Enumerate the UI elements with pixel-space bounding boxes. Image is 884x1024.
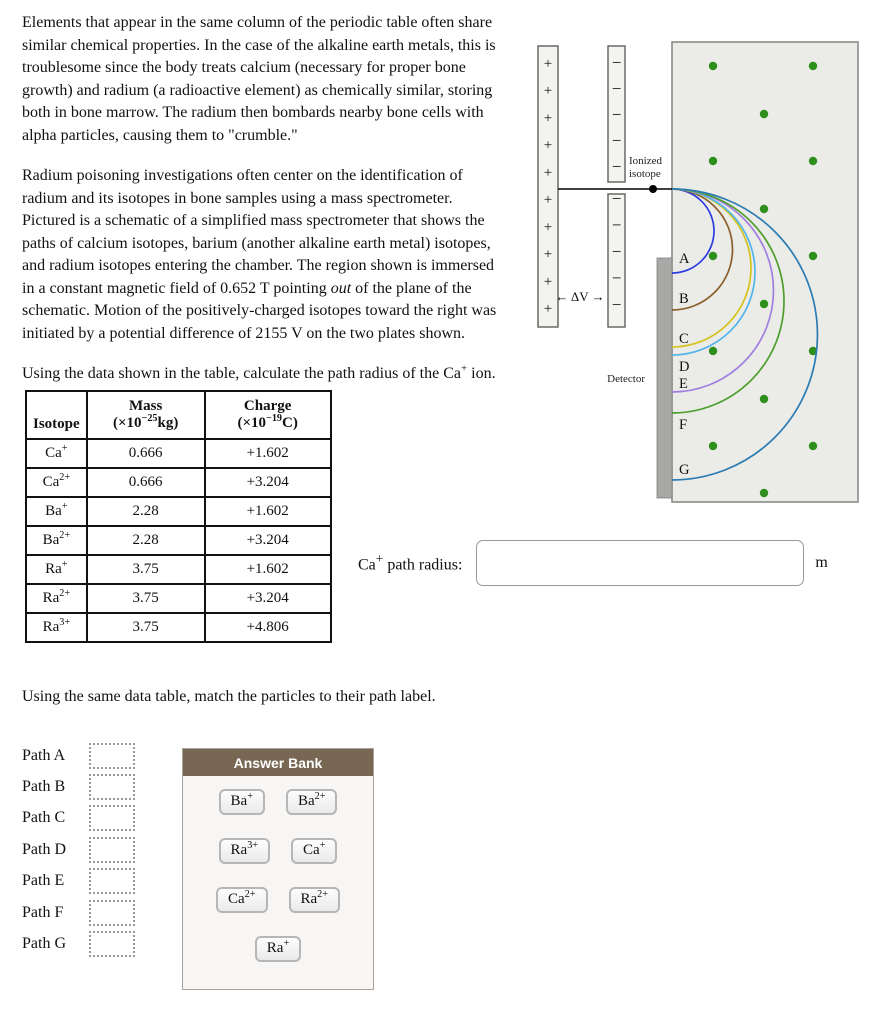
field-out-of-plane-dot [760,395,768,403]
field-out-of-plane-dot [709,347,717,355]
minus-sign: − [611,295,622,314]
ionized-isotope-dot [649,185,657,193]
text-run: similar chemical properties. In the case of the alkaline earth metals, this is [22,36,496,54]
match-instruction: Using the same data table, match the particles to their path label. [22,688,436,705]
text-run: Pictured is a schematic of a simplified mass spectrometer that shows the [22,212,485,229]
drop-target-b[interactable] [89,774,135,800]
mass-cell: 2.28 [87,526,205,555]
detector-label: Detector [607,373,645,385]
drop-target-c[interactable] [89,805,135,831]
mass-cell: 3.75 [87,613,205,642]
path-match-row [22,928,135,959]
mass-cell: 0.666 [87,439,205,468]
path-label-A: A [679,251,690,267]
mass-cell: 2.28 [87,497,205,526]
table-row [26,584,331,613]
charge-cell: +1.602 [205,497,331,526]
answer-bank-row [183,789,373,815]
text-run: ion. [467,365,496,382]
text-run: troublesome since the body treats calcium (necessary for proper bone [22,59,466,76]
table-row [26,468,331,497]
minus-sign: − [611,242,622,261]
path-label-C: C [679,331,689,347]
table-row [26,497,331,526]
text-run: growth) and radium (a radioactive element) as chemically similar, storing [22,81,493,99]
field-out-of-plane-dot [809,62,817,70]
minus-sign: − [611,105,622,124]
spectrometer-svg [534,38,864,508]
path-label-F: F [679,417,688,433]
table-row [26,613,331,642]
drop-target-d[interactable] [89,837,135,863]
isotope-cell: $Ra^{2+}$ [26,584,87,613]
table-row [26,555,331,584]
delta-v-label: ← ΔV → [555,289,605,304]
isotope-cell: $Ra^{3+}$ [26,613,87,642]
minus-sign: − [611,189,622,208]
path-row-label: Path A [22,746,66,764]
plus-sign: + [543,137,553,154]
mass-cell: 3.75 [87,584,205,613]
isotope-cell: $Ba^{2+}$ [26,526,87,555]
path-label-D: D [679,359,690,375]
isotope-cell: Ra+ [26,555,87,584]
answer-bank-row [183,838,373,864]
path-row-label: Path G [22,935,66,953]
path-match-list [22,740,135,960]
text-run: Using the data shown in the table, calculate the path radius of the [22,365,444,382]
field-out-of-plane-dot [760,205,768,213]
isotope-table-header [26,391,331,439]
ionized-isotope-label: Ionized [629,155,662,167]
plus-sign: + [543,192,553,209]
answer-bank-body [183,776,373,962]
radius-label-ion-charge: + [375,551,384,567]
path-label-B: B [679,291,689,307]
radius-answer-row [358,540,828,586]
path-match-row [22,834,135,865]
text-run: Elements that appear in the same column of the periodic table often share [22,14,493,31]
radius-input[interactable] [476,540,804,586]
minus-sign: − [611,157,622,176]
charge-cell: +1.602 [205,555,331,584]
charge-cell: +1.602 [205,439,331,468]
minus-sign: − [611,53,622,72]
path-match-row [22,740,135,771]
charge-cell: +3.204 [205,526,331,555]
field-out-of-plane-dot [709,157,717,165]
field-out-of-plane-dot [809,157,817,165]
text-run: of the plane of the [351,279,472,297]
spectrometer-diagram [534,38,864,508]
mass-cell: 0.666 [87,468,205,497]
isotope-table-body [26,439,331,642]
isotope-table [25,390,332,643]
text-run: out [330,279,352,297]
isotope-cell: $Ca^{2+}$ [26,468,87,497]
answer-bank-row [183,936,373,962]
charge-cell: +4.806 [205,613,331,642]
path-match-row [22,866,135,897]
column-header-isotope: Isotope [26,391,87,439]
answer-chip-ca-2plus[interactable]: $Ca^{2+}$ [216,887,268,913]
field-out-of-plane-dot [809,252,817,260]
path-match-row [22,803,135,834]
plus-sign: + [543,246,553,263]
detector-bar [657,258,672,498]
text-run: initiated by a potential difference of 2155 V on the two plates shown. [22,324,466,342]
text-run: both in bone marrow. The radium then bombards nearby bone cells with [22,104,484,121]
answer-chip-ba-plus[interactable]: Ba+ [219,789,265,815]
table-row [26,439,331,468]
plus-sign: + [543,110,553,127]
radius-label [358,551,462,574]
answer-bank-header: Answer Bank [183,749,373,776]
field-out-of-plane-dot [709,62,717,70]
isotope-cell: Ba+ [26,497,87,526]
text-run: schematic. Motion of the positively-charged isotopes toward the right was [22,302,497,319]
answer-chip-ra-3plus[interactable]: $Ra^{3+}$ [219,838,271,864]
plus-sign: + [543,273,553,290]
column-header-charge: Charge $(\times 10^{-19}C)$ [205,391,331,439]
drop-target-g[interactable] [89,931,135,957]
superscript: + [460,362,468,375]
answer-bank [182,748,374,990]
mass-cell: 3.75 [87,555,205,584]
plus-sign: + [543,301,553,317]
ionized-isotope-label: isotope [629,168,661,180]
text-run: and radium isotopes entering the chamber. The region shown is immersed [22,257,495,274]
path-row-label: Path C [22,809,66,827]
minus-sign: − [611,215,622,235]
charge-cell: +3.204 [205,468,331,497]
minus-sign: − [611,131,622,150]
table-row [26,526,331,555]
minus-sign: − [611,268,622,288]
answer-chip-ra-plus[interactable]: Ra+ [255,936,301,962]
column-header-mass: Mass $(\times 10^{-25}kg)$ [87,391,205,439]
text-run: Ca [443,365,461,382]
answer-chip-ca-plus[interactable]: Ca+ [291,838,337,864]
radius-unit: m [815,554,828,571]
plus-sign: + [543,56,553,72]
field-out-of-plane-dot [809,442,817,450]
drop-target-a[interactable] [89,743,135,769]
path-match-row [22,771,135,802]
answer-chip-ba-2plus[interactable]: $Ba^{2+}$ [286,789,338,815]
path-label-E: E [679,376,688,392]
drop-target-f[interactable] [89,900,135,926]
field-out-of-plane-dot [709,442,717,450]
plus-sign: + [543,219,553,236]
radius-label-text: path radius: [383,556,463,574]
text-run: paths of calcium isotopes, barium (another alkaline earth metal) isotopes, [22,234,491,252]
path-row-label: Path F [22,903,64,921]
text-run: Radium poisoning investigations often center on the identification of [22,167,463,184]
path-row-label: Path E [22,872,65,890]
field-out-of-plane-dot [760,110,768,118]
path-row-label: Path B [22,778,66,796]
answer-chip-ra-2plus[interactable]: $Ra^{2+}$ [289,887,341,913]
plus-sign: + [543,83,553,100]
text-run: alpha particles, causing them to "crumble." [22,126,298,144]
path-match-row [22,897,135,928]
drop-target-e[interactable] [89,868,135,894]
answer-bank-row [183,887,373,913]
field-out-of-plane-dot [760,489,768,497]
minus-sign: − [611,79,622,98]
charge-cell: +3.204 [205,584,331,613]
field-out-of-plane-dot [709,252,717,260]
path-label-G: G [679,462,690,478]
text-run: in a constant magnetic field of 0.652 T pointing [22,279,331,297]
radius-label-ion: Ca [358,556,376,574]
plus-sign: + [543,164,553,181]
text-run: radium and its isotopes in bone samples using a mass spectrometer. [22,189,453,207]
isotope-cell: Ca+ [26,439,87,468]
field-out-of-plane-dot [760,300,768,308]
path-row-label: Path D [22,840,66,858]
